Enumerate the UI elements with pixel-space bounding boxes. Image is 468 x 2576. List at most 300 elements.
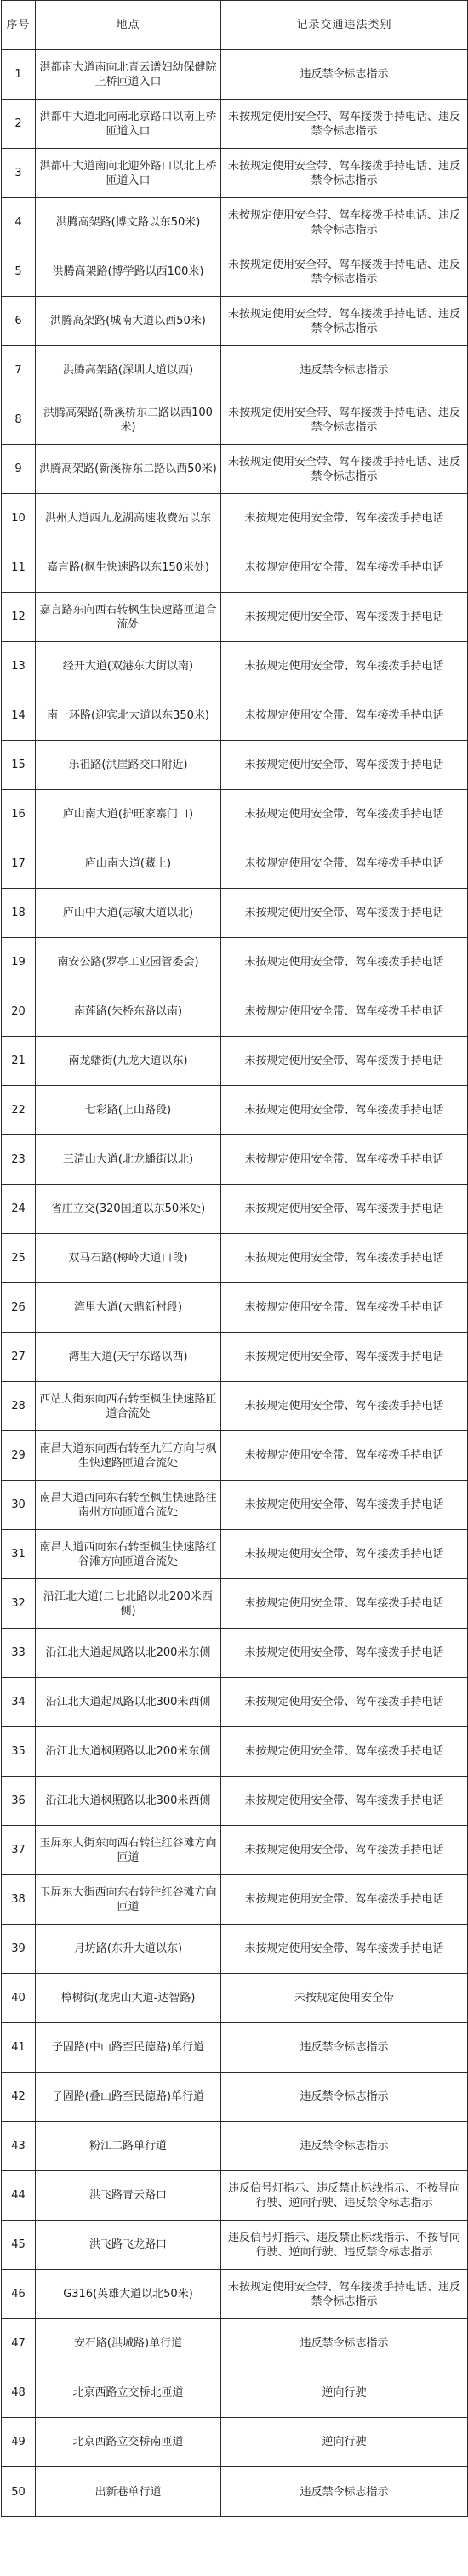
row-violation-text: 未按规定使用安全带、驾车接拨手持电话、违反禁令标志指示	[227, 455, 460, 483]
row-location-text: 湾里大道(天宁东路以西)	[68, 1351, 188, 1363]
row-location-text: 北京西路立交桥南匝道	[72, 2436, 184, 2448]
row-number	[2, 2023, 36, 2073]
row-violation	[221, 149, 468, 198]
table-row	[2, 297, 468, 346]
row-violation	[221, 741, 468, 790]
row-number	[2, 1037, 36, 1086]
row-number-text: 43	[11, 2140, 26, 2152]
row-location-text: 庐山中大道(志敏大道以北)	[62, 907, 194, 919]
row-violation	[221, 1481, 468, 1530]
table-row	[2, 2023, 468, 2073]
table-row	[2, 987, 468, 1037]
row-location	[36, 1629, 221, 1678]
row-violation-text: 未按规定使用安全带、驾车接拨手持电话	[244, 1498, 444, 1511]
row-number	[2, 2418, 36, 2467]
table-row	[2, 1530, 468, 1579]
row-number-text: 6	[14, 315, 22, 327]
row-location	[36, 1777, 221, 1826]
row-number-text: 38	[11, 1893, 26, 1906]
row-number-text: 7	[14, 364, 22, 377]
row-location	[36, 691, 221, 741]
row-number	[2, 100, 36, 149]
table-row	[2, 1875, 468, 1925]
row-violation-text: 违反信号灯指示、违反禁止标线指示、不按导向行驶、逆向行驶、违反禁令标志指示	[227, 2231, 460, 2259]
row-location	[36, 2368, 221, 2418]
row-number-text: 22	[11, 1104, 26, 1117]
row-location-text: 安石路(洪城路)单行道	[73, 2337, 183, 2350]
row-location-text: 南一环路(迎宾北大道以东350米)	[47, 709, 209, 722]
row-location-text: 子固路(中山路至民德路)单行道	[51, 2041, 205, 2054]
row-violation	[221, 395, 468, 445]
row-number	[2, 839, 36, 889]
table-row	[2, 2221, 468, 2270]
row-location-text: 洪腾高架路(博学路以西100米)	[52, 265, 204, 278]
row-location	[36, 1974, 221, 2023]
row-number-text: 8	[14, 413, 22, 426]
table-row	[2, 198, 468, 247]
row-location-text: 南莲路(朱桥东路以南)	[73, 1005, 183, 1018]
row-violation-text: 未按规定使用安全带、驾车接拨手持电话	[244, 1548, 444, 1561]
row-violation-text: 未按规定使用安全带、驾车接拨手持电话、违反禁令标志指示	[227, 258, 460, 286]
row-violation-text: 违反禁令标志指示	[300, 68, 389, 81]
row-violation-text: 违反禁令标志指示	[300, 2041, 389, 2054]
row-number-text: 24	[11, 1203, 26, 1215]
row-violation-text: 未按规定使用安全带、驾车接拨手持电话	[244, 1301, 444, 1314]
row-location-text: 三清山大道(北龙蟠街以北)	[62, 1153, 194, 1166]
table-row	[2, 2418, 468, 2467]
row-number	[2, 494, 36, 543]
row-number	[2, 2171, 36, 2221]
row-violation-text: 违反禁令标志指示	[300, 2485, 389, 2499]
row-location	[36, 1727, 221, 1777]
row-number	[2, 642, 36, 691]
table-header-row	[2, 1, 468, 50]
row-violation	[221, 1135, 468, 1185]
row-number-text: 13	[11, 660, 26, 673]
row-location	[36, 2023, 221, 2073]
row-number-text: 19	[11, 956, 26, 969]
row-location-text: 洪腾高架路(博文路以东50米)	[55, 216, 201, 229]
row-location	[36, 1481, 221, 1530]
row-location-text: 庐山南大道(藏上)	[84, 857, 172, 870]
table-row	[2, 1974, 468, 2023]
row-number	[2, 50, 36, 100]
row-number-text: 50	[11, 2485, 26, 2499]
row-location-text: 南安公路(罗亭工业园管委会)	[57, 956, 199, 969]
row-location	[36, 790, 221, 839]
row-violation-text: 未按规定使用安全带、驾车接拨手持电话	[244, 759, 444, 771]
row-violation	[221, 494, 468, 543]
row-number-text: 21	[11, 1055, 26, 1067]
row-number-text: 2	[14, 117, 22, 130]
row-violation	[221, 1974, 468, 2023]
row-number-text: 31	[11, 1548, 26, 1561]
table-row	[2, 1185, 468, 1234]
row-violation	[221, 642, 468, 691]
row-location-text: 洪腾高架路(新溪桥东二路以西100米)	[43, 406, 213, 434]
table-row	[2, 642, 468, 691]
row-number	[2, 198, 36, 247]
table-row	[2, 2171, 468, 2221]
table-row	[2, 1629, 468, 1678]
row-violation-text: 违反信号灯指示、违反禁止标线指示、不按导向行驶、逆向行驶、违反禁令标志指示	[227, 2181, 460, 2209]
header-num: 序号	[2, 1, 36, 50]
row-number	[2, 1727, 36, 1777]
row-violation-text: 违反禁令标志指示	[300, 364, 389, 377]
row-violation	[221, 1678, 468, 1727]
row-location-text: 洪飞路飞龙路口	[88, 2238, 167, 2251]
row-violation-text: 未按规定使用安全带、驾车接拨手持电话	[244, 1696, 444, 1709]
row-number-text: 17	[11, 857, 26, 870]
table-row	[2, 494, 468, 543]
row-violation	[221, 2319, 468, 2368]
row-location	[36, 2467, 221, 2517]
row-violation	[221, 2368, 468, 2418]
row-number	[2, 938, 36, 987]
row-number	[2, 247, 36, 297]
table-row	[2, 445, 468, 494]
table-row	[2, 543, 468, 593]
row-location	[36, 1925, 221, 1974]
row-number-text: 48	[11, 2386, 26, 2399]
row-location	[36, 938, 221, 987]
table-row	[2, 149, 468, 198]
row-violation	[221, 593, 468, 642]
row-location	[36, 2319, 221, 2368]
table-row	[2, 2467, 468, 2517]
row-location	[36, 1530, 221, 1579]
row-number	[2, 395, 36, 445]
row-number-text: 10	[11, 512, 26, 525]
row-number	[2, 346, 36, 395]
row-location	[36, 198, 221, 247]
row-location-text: 沿江北大道(二七北路以北200米西侧)	[43, 1589, 213, 1618]
row-number-text: 42	[11, 2090, 26, 2103]
row-violation-text: 未按规定使用安全带、驾车接拨手持电话	[244, 1893, 444, 1906]
row-number-text: 49	[11, 2436, 26, 2448]
row-location-text: 洪飞路青云路口	[88, 2189, 167, 2202]
row-violation-text: 未按规定使用安全带、驾车接拨手持电话、违反禁令标志指示	[227, 159, 460, 187]
row-number	[2, 1234, 36, 1283]
row-violation	[221, 1333, 468, 1382]
row-number-text: 47	[11, 2337, 26, 2350]
row-violation-text: 未按规定使用安全带、驾车接拨手持电话	[244, 907, 444, 919]
row-number	[2, 889, 36, 938]
table-row	[2, 247, 468, 297]
row-violation-text: 未按规定使用安全带、驾车接拨手持电话、违反禁令标志指示	[227, 2280, 460, 2308]
row-location-text: 双马石路(梅岭大道口段)	[68, 1252, 188, 1265]
row-violation-text: 未按规定使用安全带、驾车接拨手持电话、违反禁令标志指示	[227, 307, 460, 335]
table-row	[2, 839, 468, 889]
row-location	[36, 1234, 221, 1283]
row-number-text: 14	[11, 709, 26, 722]
row-violation-text: 未按规定使用安全带、驾车接拨手持电话	[244, 1942, 444, 1955]
row-number	[2, 2467, 36, 2517]
row-number-text: 46	[11, 2288, 26, 2300]
row-location	[36, 1086, 221, 1135]
row-location	[36, 2073, 221, 2122]
row-location	[36, 1382, 221, 1431]
header-location: 地点	[36, 1, 221, 50]
row-number	[2, 790, 36, 839]
row-violation-text: 未按规定使用安全带、驾车接拨手持电话	[244, 1794, 444, 1807]
table-row	[2, 1678, 468, 1727]
row-violation	[221, 1875, 468, 1925]
row-violation	[221, 1185, 468, 1234]
table-row	[2, 1925, 468, 1974]
row-number	[2, 2122, 36, 2171]
row-location-text: 湾里大道(大鼎新村段)	[73, 1301, 183, 1314]
violation-location-table	[1, 0, 468, 2517]
row-number	[2, 2368, 36, 2418]
row-violation-text: 逆向行驶	[322, 2436, 367, 2448]
row-location-text: 省庄立交(320国道以东50米处)	[50, 1203, 206, 1215]
row-violation	[221, 1283, 468, 1333]
row-number	[2, 1333, 36, 1382]
table-row	[2, 2122, 468, 2171]
row-violation	[221, 2418, 468, 2467]
row-location	[36, 2122, 221, 2171]
row-violation	[221, 790, 468, 839]
row-violation-text: 违反禁令标志指示	[300, 2090, 389, 2103]
row-violation	[221, 1431, 468, 1481]
row-location	[36, 346, 221, 395]
table-row	[2, 1481, 468, 1530]
row-number	[2, 1382, 36, 1431]
row-violation	[221, 297, 468, 346]
row-number	[2, 1481, 36, 1530]
row-violation	[221, 691, 468, 741]
row-number-text: 34	[11, 1696, 26, 1709]
row-location	[36, 100, 221, 149]
row-violation	[221, 50, 468, 100]
table-row	[2, 889, 468, 938]
row-number	[2, 2319, 36, 2368]
row-violation	[221, 1629, 468, 1678]
row-number	[2, 2073, 36, 2122]
row-violation-text: 未按规定使用安全带、驾车接拨手持电话、违反禁令标志指示	[227, 406, 460, 434]
row-violation-text: 未按规定使用安全带、驾车接拨手持电话	[244, 1646, 444, 1659]
row-location-text: 乐祖路(洪崖路交口附近)	[68, 759, 188, 771]
row-number	[2, 1185, 36, 1234]
row-location-text: 沿江北大道枫照路以北300米西侧	[45, 1794, 211, 1807]
row-number	[2, 1431, 36, 1481]
row-number-text: 30	[11, 1498, 26, 1511]
row-location	[36, 1333, 221, 1382]
header-violation: 记录交通违法类别	[221, 1, 468, 50]
row-number-text: 27	[11, 1351, 26, 1363]
row-location-text: 南昌大道东向西右转至九江方向与枫生快速路匝道合流处	[39, 1442, 217, 1470]
row-number	[2, 149, 36, 198]
row-location	[36, 149, 221, 198]
row-violation-text: 未按规定使用安全带	[294, 1992, 394, 2005]
row-number-text: 20	[11, 1005, 26, 1018]
row-number	[2, 297, 36, 346]
table-row	[2, 1826, 468, 1875]
row-number-text: 3	[14, 167, 22, 179]
row-violation-text: 未按规定使用安全带、驾车接拨手持电话	[244, 1055, 444, 1067]
row-location-text: 出新巷单行道	[94, 2485, 162, 2499]
row-location-text: 洪腾高架路(新溪桥东二路以西50米)	[39, 463, 217, 475]
row-location	[36, 889, 221, 938]
row-number	[2, 1777, 36, 1826]
row-number-text: 28	[11, 1400, 26, 1413]
row-number	[2, 1579, 36, 1629]
row-violation	[221, 247, 468, 297]
row-number-text: 4	[14, 216, 22, 229]
row-number-text: 12	[11, 611, 26, 623]
row-number-text: 36	[11, 1794, 26, 1807]
row-violation-text: 未按规定使用安全带、驾车接拨手持电话	[244, 1005, 444, 1018]
row-violation	[221, 938, 468, 987]
row-violation-text: 逆向行驶	[322, 2386, 367, 2399]
row-number	[2, 741, 36, 790]
row-location-text: 嘉言路东向西右转枫生快速路匝道合流处	[39, 603, 217, 631]
row-location	[36, 297, 221, 346]
row-violation	[221, 2467, 468, 2517]
row-number	[2, 1974, 36, 2023]
row-number-text: 16	[11, 808, 26, 821]
row-location	[36, 50, 221, 100]
row-number-text: 25	[11, 1252, 26, 1265]
row-violation	[221, 1086, 468, 1135]
row-violation-text: 未按规定使用安全带、驾车接拨手持电话	[244, 1153, 444, 1166]
table-row	[2, 691, 468, 741]
row-number	[2, 2270, 36, 2319]
row-violation-text: 未按规定使用安全带、驾车接拨手持电话	[244, 956, 444, 969]
row-location	[36, 839, 221, 889]
row-number-text: 45	[11, 2238, 26, 2251]
table-row	[2, 1777, 468, 1826]
row-location-text: 西站大街东向西右转至枫生快速路匝道合流处	[39, 1392, 217, 1420]
row-number-text: 23	[11, 1153, 26, 1166]
row-number	[2, 1678, 36, 1727]
row-location	[36, 1431, 221, 1481]
row-violation	[221, 2221, 468, 2270]
row-violation-text: 未按规定使用安全带、驾车接拨手持电话	[244, 1745, 444, 1758]
row-number	[2, 1135, 36, 1185]
row-number	[2, 1086, 36, 1135]
row-violation-text: 违反禁令标志指示	[300, 2337, 389, 2350]
row-violation-text: 违反禁令标志指示	[300, 2140, 389, 2152]
row-violation	[221, 1925, 468, 1974]
row-violation	[221, 1382, 468, 1431]
table-row	[2, 1579, 468, 1629]
row-location-text: 玉屏东大街西向东右转往红谷滩方向匝道	[39, 1885, 217, 1914]
row-violation	[221, 839, 468, 889]
row-violation	[221, 1727, 468, 1777]
row-number-text: 44	[11, 2189, 26, 2202]
table-body	[2, 50, 468, 2517]
row-violation-text: 未按规定使用安全带、驾车接拨手持电话	[244, 857, 444, 870]
row-violation-text: 未按规定使用安全带、驾车接拨手持电话	[244, 1252, 444, 1265]
row-location-text: 月坊路(东升大道以东)	[73, 1942, 183, 1955]
row-violation-text: 未按规定使用安全带、驾车接拨手持电话	[244, 1449, 444, 1462]
table-row	[2, 2270, 468, 2319]
row-location-text: 南昌大道西向东右转至枫生快速路往南州方向匝道合流处	[39, 1491, 217, 1519]
row-violation	[221, 2122, 468, 2171]
row-violation	[221, 987, 468, 1037]
row-location-text: 洪腾高架路(深圳大道以西)	[62, 364, 194, 377]
row-violation	[221, 198, 468, 247]
row-location-text: 七彩路(上山路段)	[84, 1104, 172, 1117]
row-location-text: 南龙蟠街(九龙大道以东)	[68, 1055, 188, 1067]
row-number-text: 32	[11, 1597, 26, 1610]
row-number-text: 37	[11, 1844, 26, 1857]
row-location-text: 洪都中大道南向北迎外路口以北上桥匝道入口	[39, 159, 217, 187]
row-location-text: 洪州大道西九龙湖高速收费站以东	[44, 512, 211, 525]
table-row	[2, 1727, 468, 1777]
table-row	[2, 1382, 468, 1431]
row-violation	[221, 1037, 468, 1086]
table-row	[2, 938, 468, 987]
table-row	[2, 100, 468, 149]
row-location	[36, 741, 221, 790]
table-row	[2, 1431, 468, 1481]
row-location-text: 南昌大道西向东右转至枫生快速路红谷滩方向匝道合流处	[39, 1540, 217, 1568]
row-number	[2, 987, 36, 1037]
row-violation-text: 未按规定使用安全带、驾车接拨手持电话	[244, 1351, 444, 1363]
row-violation-text: 未按规定使用安全带、驾车接拨手持电话	[244, 611, 444, 623]
table-row	[2, 741, 468, 790]
row-location	[36, 2171, 221, 2221]
table-row	[2, 1333, 468, 1382]
row-violation	[221, 445, 468, 494]
row-violation	[221, 346, 468, 395]
row-number-text: 5	[14, 265, 22, 278]
row-location	[36, 2221, 221, 2270]
row-number-text: 26	[11, 1301, 26, 1314]
row-location-text: 庐山南大道(护旺家寨门口)	[62, 808, 194, 821]
row-location-text: 樟树街(龙虎山大道-达智路)	[60, 1992, 196, 2005]
row-number	[2, 691, 36, 741]
row-number	[2, 543, 36, 593]
row-location	[36, 2418, 221, 2467]
row-location	[36, 1678, 221, 1727]
table-row	[2, 395, 468, 445]
row-number	[2, 445, 36, 494]
row-number-text: 18	[11, 907, 26, 919]
row-violation-text: 未按规定使用安全带、驾车接拨手持电话	[244, 709, 444, 722]
row-location-text: 嘉言路(枫生快速路以东150米处)	[47, 561, 209, 574]
row-location-text: 洪都南大道南向北青云谱妇幼保健院上桥匝道入口	[39, 60, 217, 88]
row-location	[36, 987, 221, 1037]
row-number	[2, 1826, 36, 1875]
row-number	[2, 1629, 36, 1678]
row-violation-text: 未按规定使用安全带、驾车接拨手持电话、违反禁令标志指示	[227, 110, 460, 138]
table-row	[2, 2368, 468, 2418]
row-location-text: 子固路(叠山路至民德路)单行道	[51, 2090, 205, 2103]
row-location-text: 沿江北大道起凤路以北300米西侧	[45, 1696, 211, 1709]
row-location-text: 沿江北大道枫照路以北200米东侧	[45, 1745, 211, 1758]
row-number-text: 1	[14, 68, 22, 81]
row-violation	[221, 543, 468, 593]
table-row	[2, 1234, 468, 1283]
row-violation	[221, 1826, 468, 1875]
row-violation-text: 未按规定使用安全带、驾车接拨手持电话	[244, 1597, 444, 1610]
row-location-text: 北京西路立交桥北匝道	[72, 2386, 184, 2399]
row-violation-text: 未按规定使用安全带、驾车接拨手持电话	[244, 1400, 444, 1413]
row-number-text: 35	[11, 1745, 26, 1758]
row-violation	[221, 1777, 468, 1826]
row-violation-text: 未按规定使用安全带、驾车接拨手持电话	[244, 808, 444, 821]
row-location-text: 沿江北大道起凤路以北200米东侧	[45, 1646, 211, 1659]
table-row	[2, 593, 468, 642]
row-location	[36, 642, 221, 691]
row-location-text: 粉江二路单行道	[88, 2140, 167, 2152]
row-location-text: G316(英雄大道以北50米)	[63, 2288, 193, 2300]
row-number	[2, 593, 36, 642]
